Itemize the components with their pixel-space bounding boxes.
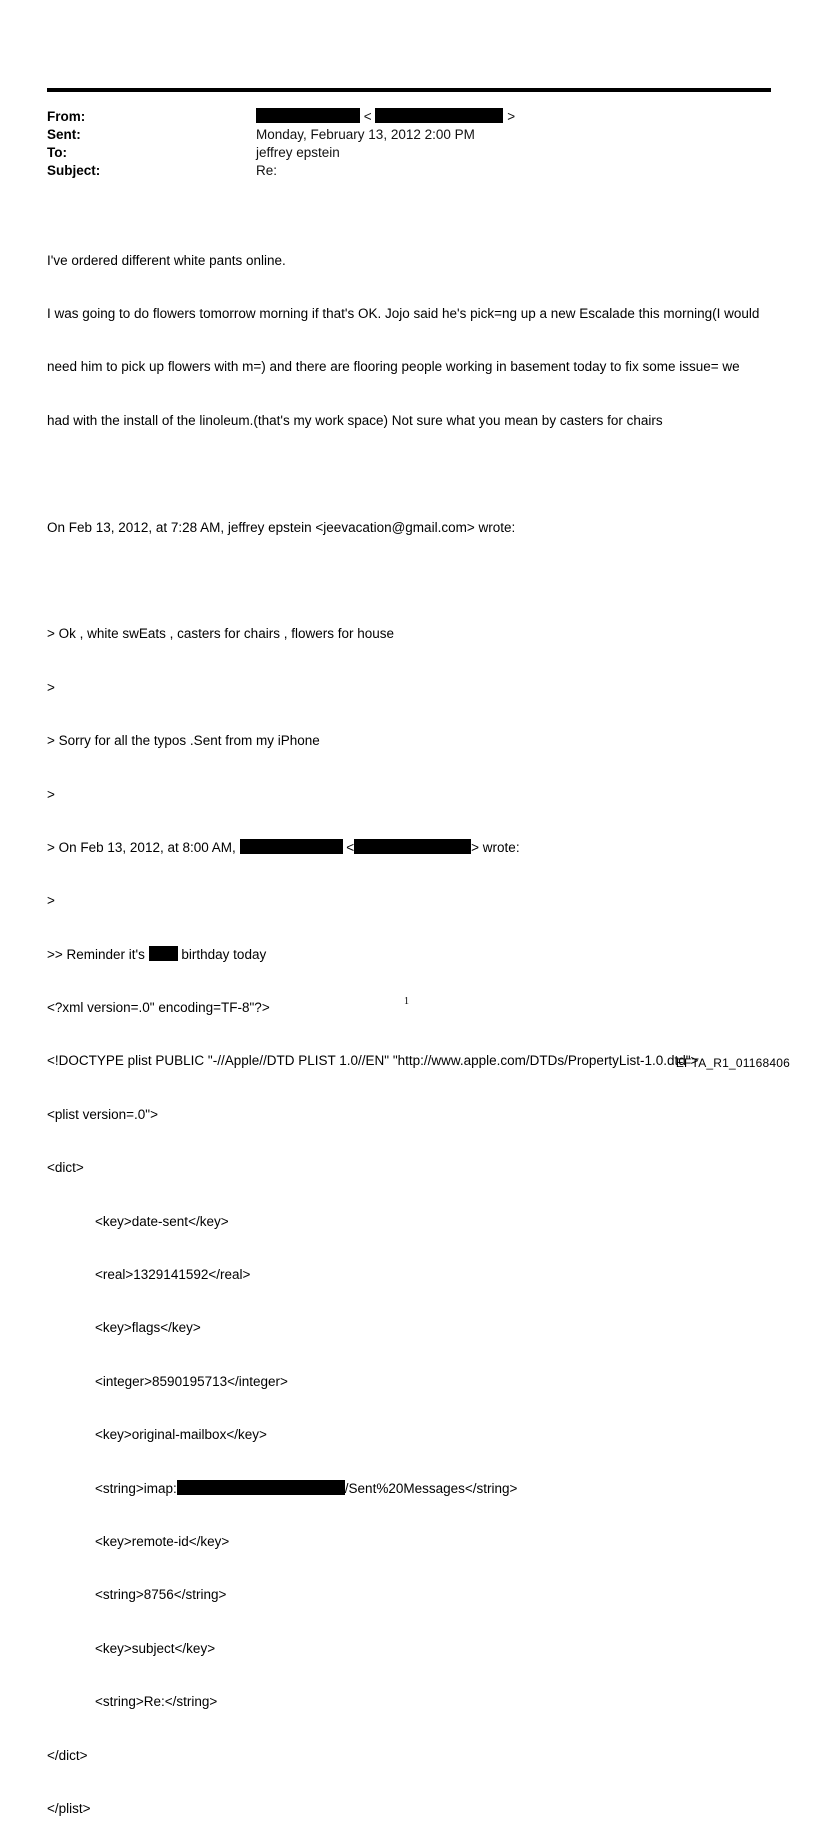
xml-line: <string>8756</string> [95,1587,227,1603]
body-line: I was going to do flowers tomorrow morning if that's OK. Jojo said he's pick=ng up a new Escalade this morning(I would [47,305,760,321]
sent-label: Sent: [47,127,81,142]
xml-line: <plist version=.0"> [47,1106,158,1122]
xml-line: <integer>8590195713</integer> [95,1373,288,1389]
body-line: I've ordered different white pants online. [47,252,286,268]
xml-line: <?xml version=.0" encoding=TF-8"?> [47,1000,270,1016]
xml-line: <key>subject</key> [95,1640,216,1656]
xml-line: <string>Re:</string> [95,1694,218,1710]
xml-line: <!DOCTYPE plist PUBLIC "-//Apple//DTD PLIST 1.0//EN" "http://www.apple.com/DTDs/PropertyList-1.0.dtd"> [47,1053,699,1069]
sent-value: Monday, February 13, 2012 2:00 PM [256,127,475,142]
to-value: jeffrey epstein [256,145,340,160]
xml-line: <key>remote-id</key> [95,1533,230,1549]
header-rule [47,88,771,92]
xml-line: </plist> [47,1800,91,1816]
quoted-line: > [47,679,55,695]
xml-line: <key>date-sent</key> [95,1213,229,1229]
quote-attribution: On Feb 13, 2012, at 7:28 AM, jeffrey epstein <jeevacation@gmail.com> wrote: [47,519,516,535]
redaction-box [354,839,471,854]
xml-line: <dict> [47,1160,84,1176]
quoted-reminder-line: >> Reminder it's birthday today [47,946,267,962]
from-label: From: [47,109,86,124]
subject-value: Re: [256,163,278,178]
body-line: need him to pick up flowers with m=) and there are flooring people working in basement today to fix some issue= we [47,359,740,375]
page-number: 1 [404,996,409,1007]
quoted-line: > Ok , white swEats , casters for chairs , flowers for house [47,626,394,642]
redaction-box [149,946,178,961]
xml-mailbox-line: <string>imap: /Sent%20Messages</string> [95,1480,518,1496]
quoted-line: > [47,786,55,802]
xml-line: <key>flags</key> [95,1320,201,1336]
redaction-box [177,1480,345,1495]
quoted-line: > Sorry for all the typos .Sent from my iPhone [47,733,320,749]
redaction-box [240,839,343,854]
xml-line: <key>original-mailbox</key> [95,1427,267,1443]
email-body [47,216,777,1836]
to-label: To: [47,145,67,160]
quoted-attribution-line: > On Feb 13, 2012, at 8:00 AM, < > wrote: [47,839,520,855]
subject-label: Subject: [47,163,101,178]
spacer [47,465,777,483]
quoted-line: > [47,893,55,909]
document-id: EFTA_R1_01168406 [675,1056,790,1070]
body-line: had with the install of the linoleum.(that's my work space) Not sure what you mean by casters for chairs [47,412,663,428]
redaction-box [375,108,503,123]
from-value: < > [256,108,515,126]
xml-line: <real>1329141592</real> [95,1267,251,1283]
spacer [47,572,777,590]
xml-line: </dict> [47,1747,88,1763]
redaction-box [256,108,360,123]
